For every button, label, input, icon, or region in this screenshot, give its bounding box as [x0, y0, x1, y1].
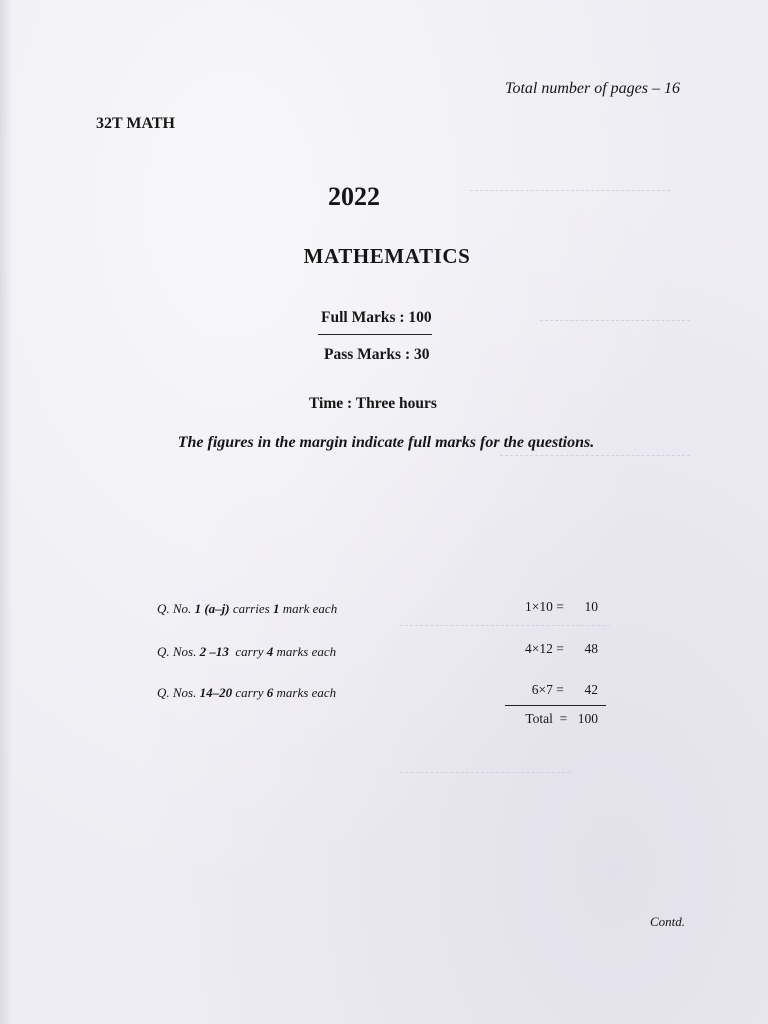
divider-line: [318, 334, 432, 335]
pass-marks: Pass Marks : 30: [324, 346, 430, 363]
paper-code: 32T MATH: [96, 115, 175, 132]
bleed-through-decoration: [400, 772, 570, 787]
subject-title: MATHEMATICS: [303, 244, 471, 268]
full-marks: Full Marks : 100: [321, 309, 432, 326]
exam-year: 2022: [328, 182, 380, 211]
continued-note: Contd.: [649, 914, 685, 929]
bleed-through-decoration: [500, 455, 690, 470]
marks-instruction: The figures in the margin indicate full marks for the questions.: [177, 434, 595, 451]
marks-row-value: 10: [584, 599, 598, 614]
marks-row-label: Q. Nos. 14–20 carry 6 marks each: [157, 685, 337, 700]
marks-row-calc: 6×7 = 42: [531, 682, 598, 697]
marks-total-value: 100: [577, 711, 598, 726]
total-divider-line: [505, 705, 606, 706]
total-pages-note: Total number of pages – 16: [505, 80, 680, 97]
marks-row-calc: 1×10 = 10: [525, 599, 598, 614]
marks-row-label: Q. No. 1 (a–j) carries 1 mark each: [157, 601, 338, 616]
bleed-through-decoration: [540, 320, 690, 335]
bleed-through-decoration: [400, 625, 610, 640]
paper-edge-shadow: [0, 0, 12, 1024]
marks-row-value: 48: [584, 641, 598, 656]
marks-row-label: Q. Nos. 2 –13 carry 4 marks each: [157, 644, 337, 659]
exam-duration: Time : Three hours: [309, 395, 437, 412]
marks-row-calc: 4×12 = 48: [525, 641, 598, 656]
marks-row-value: 42: [584, 682, 598, 697]
marks-total: Total = 100: [525, 711, 598, 726]
